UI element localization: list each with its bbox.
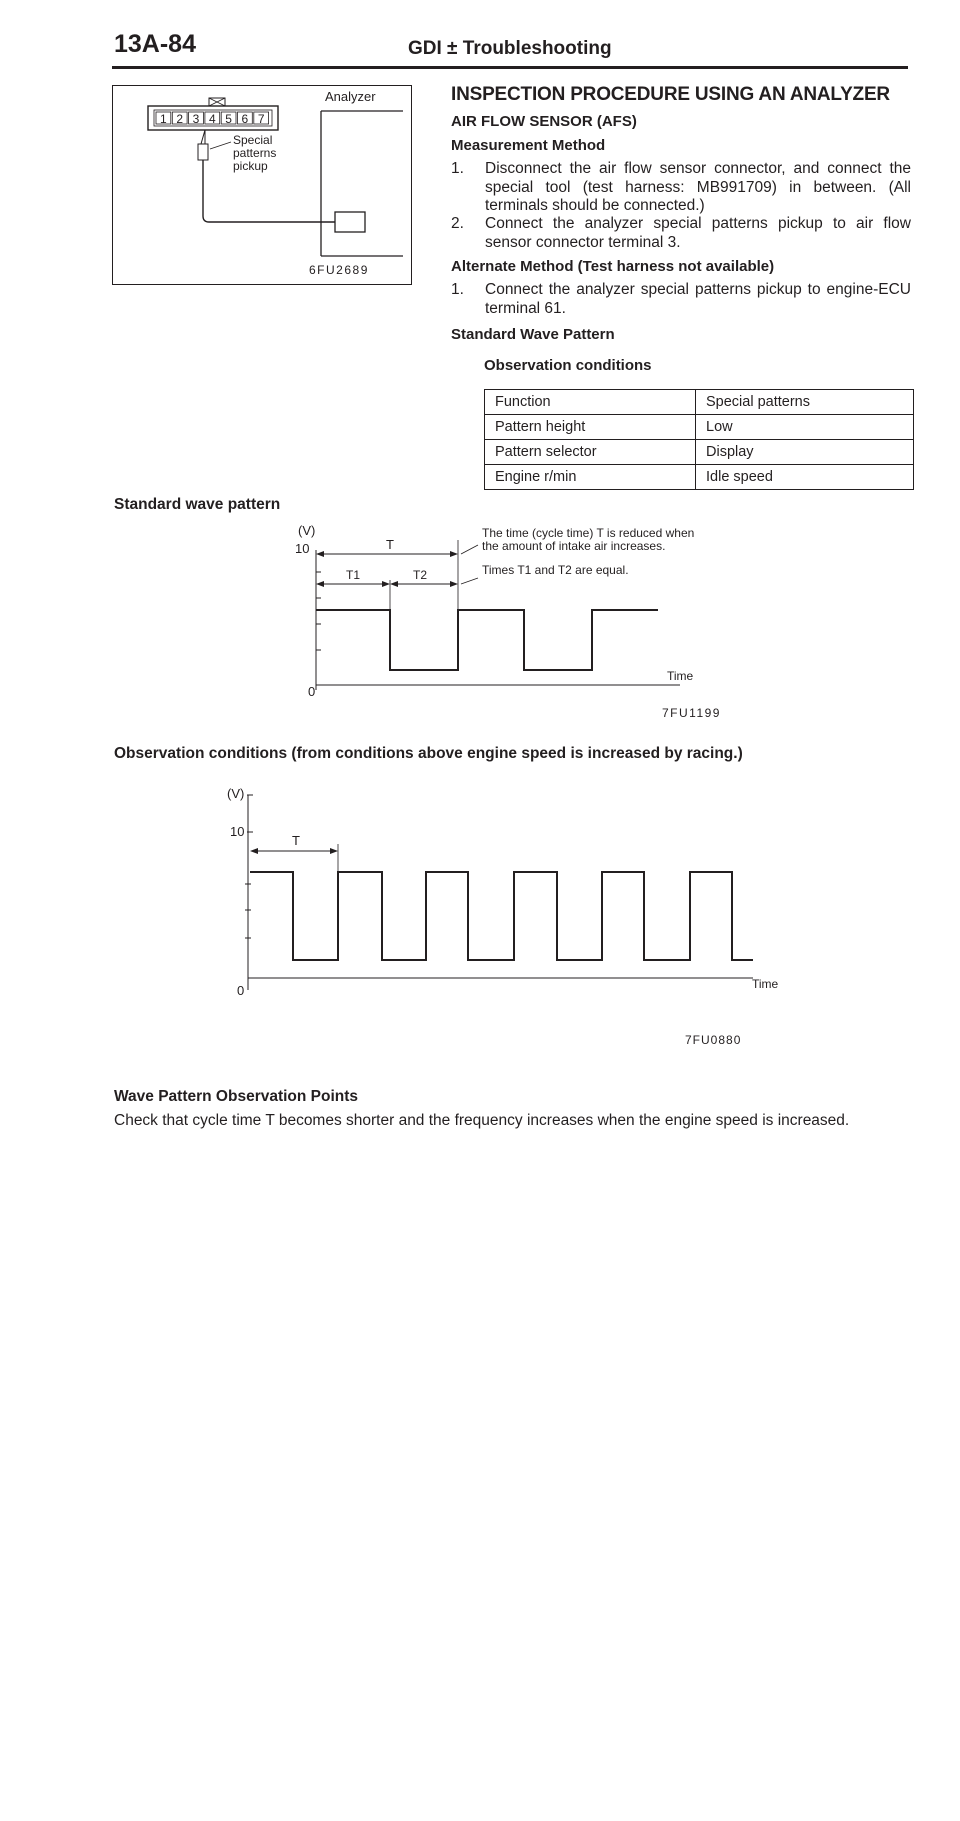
table-cell-label: Pattern selector (485, 440, 696, 465)
table-row (485, 465, 914, 490)
racing-wave-figure (205, 780, 805, 1070)
measurement-heading: Measurement Method (451, 137, 606, 154)
alternate-step-1 (451, 281, 911, 319)
pickup-label-line2: patterns (233, 146, 277, 160)
standard-wave-pattern-label: Standard wave pattern (114, 496, 281, 513)
header-rule (112, 66, 908, 69)
table-cell-label: Pattern height (485, 415, 696, 440)
t1-label: T1 (346, 568, 361, 582)
time-axis-label: Time (752, 977, 779, 991)
y-max-label: 10 (295, 541, 310, 556)
figure-code: 6FU2689 (309, 263, 369, 277)
y-zero-label: 0 (308, 684, 316, 699)
y-zero-label: 0 (237, 983, 245, 998)
afs-connector (148, 98, 278, 130)
analyzer-input-box (335, 212, 365, 232)
square-wave-trace (250, 872, 753, 960)
t-label: T (292, 833, 300, 848)
section-subtitle: AIR FLOW SENSOR (AFS) (451, 113, 637, 130)
equal-times-note: Times T1 and T2 are equal. (482, 563, 629, 577)
connector-pin-number: 7 (257, 112, 265, 126)
step-text: Connect the analyzer special patterns pickup to engine-ECU terminal 61. (485, 281, 911, 317)
table-row (485, 440, 914, 465)
table-cell-value: Display (696, 440, 914, 465)
cycle-time-note-line1: The time (cycle time) T is reduced when (482, 526, 695, 540)
table-cell-value: Idle speed (696, 465, 914, 490)
pickup-label-line1: Special (233, 133, 273, 147)
step-text: Connect the analyzer special patterns pickup to air flow sensor connector terminal 3. (485, 215, 911, 251)
alternate-heading: Alternate Method (Test harness not available) (451, 258, 775, 275)
step-number: 2. (451, 215, 464, 232)
table-cell-value: Low (696, 415, 914, 440)
connector-pin-number: 6 (241, 112, 249, 126)
y-max-label: 10 (230, 824, 245, 839)
table-cell-label: Function (485, 390, 696, 415)
connector-pin-number: 3 (192, 112, 200, 126)
observation-conditions-table (484, 389, 914, 490)
time-axis-label: Time (667, 669, 694, 683)
running-title: GDI ± Troubleshooting (408, 38, 612, 59)
observation-points-heading: Wave Pattern Observation Points (114, 1088, 359, 1105)
connector-pin-number: 2 (176, 112, 184, 126)
measurement-step-1 (451, 160, 911, 216)
table-row (485, 415, 914, 440)
connector-pin-number: 1 (160, 112, 167, 126)
y-unit-label: (V) (227, 786, 245, 801)
pickup-label-line3: pickup (233, 159, 268, 173)
connector-pin-number: 4 (208, 112, 216, 126)
square-wave-trace (316, 610, 658, 670)
t-dimension-arrow (250, 848, 338, 854)
analyzer-label: Analyzer (325, 89, 376, 104)
section-title: INSPECTION PROCEDURE USING AN ANALYZER (451, 84, 890, 105)
table-cell-label: Engine r/min (485, 465, 696, 490)
connector-pin-number: 5 (225, 112, 232, 126)
page-number: 13A-84 (114, 30, 196, 58)
table-cell-value: Special patterns (696, 390, 914, 415)
standard-wave-figure (280, 520, 760, 735)
step-number: 1. (451, 160, 464, 177)
standard-wave-heading: Standard Wave Pattern (451, 326, 615, 343)
measurement-step-2 (451, 215, 911, 253)
observation-heading: Observation conditions (484, 357, 652, 374)
observation-points-text: Check that cycle time T becomes shorter and the frequency increases when the engine speed is increased. (114, 1112, 850, 1129)
t2-label: T2 (413, 568, 428, 582)
t-label: T (386, 537, 394, 552)
connection-diagram (112, 85, 412, 285)
figure-code: 7FU0880 (685, 1033, 742, 1047)
racing-conditions-caption: Observation conditions (from conditions above engine speed is increased by racing.) (114, 745, 743, 762)
table-row (485, 390, 914, 415)
cycle-time-note-line2: the amount of intake air increases. (482, 539, 666, 553)
figure-code: 7FU1199 (662, 706, 721, 720)
step-text: Disconnect the air flow sensor connector, and connect the special tool (test harness: MB991709) in between. (All terminals should be connected.) (485, 160, 911, 214)
t1-t2-dimension-arrows (316, 581, 458, 587)
step-number: 1. (451, 281, 464, 298)
y-unit-label: (V) (298, 523, 316, 538)
